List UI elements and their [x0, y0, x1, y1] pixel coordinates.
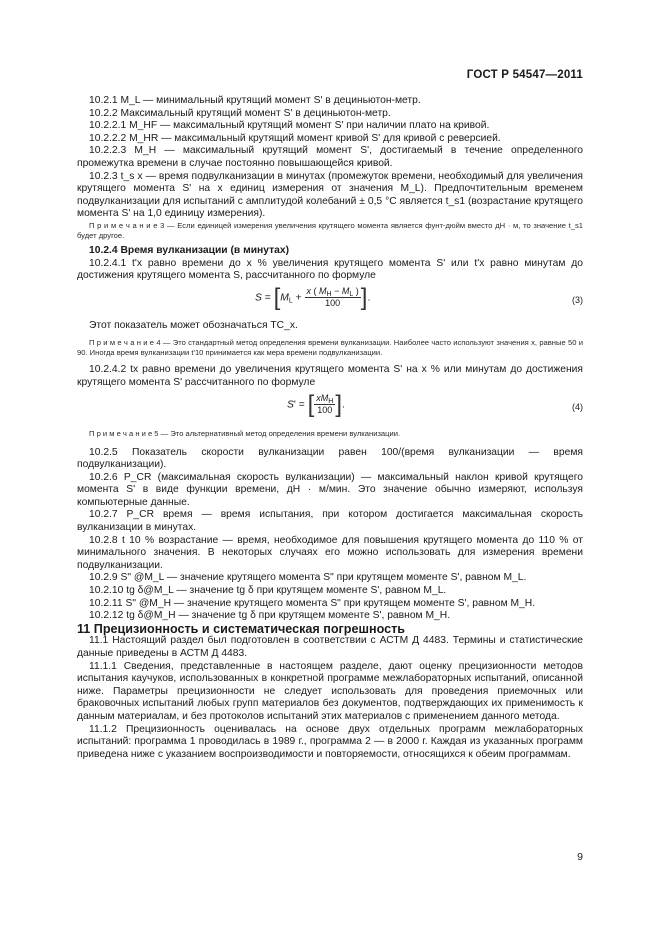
heading-10-2-4: 10.2.4 Время вулканизации (в минутах): [89, 244, 290, 256]
para-10-2-2-3: 10.2.2.3 M_H — максимальный крутящий момент S', достигаемый в течение определенного промежутка времени в случае постоянно повышающейся кривой.: [77, 145, 583, 169]
page-number: 9: [577, 851, 583, 863]
formula-4-body: S' = [ $\frac{xM_H}{100}$ ].: [287, 390, 345, 418]
para-10-2-11: 10.2.11 S" @M_H — значение крутящего момента S" при крутящем моменте S', равном M_H.: [89, 597, 536, 609]
note-4: П р и м е ч а н и е 4 — Это стандартный метод определения времени вулканизации. Наиболее часто используют значения x, равные 50 и 90. Иногда время вулканизации t'10 принимается как мера времени подвулканизации.: [77, 338, 583, 358]
para-10-2-2-2: 10.2.2.2 M_HR — максимальный крутящий момент кривой S' для кривой с реверсией.: [89, 132, 501, 144]
para-10-2-2-1: 10.2.2.1 M_HF — максимальный крутящий момент S' при наличии плато на кривой.: [89, 120, 490, 132]
para-10-2-4-2: 10.2.4.2 tx равно времени до увеличения крутящего момента S' на x % или минутам до достижения крутящего момента S' рассчитанного по формуле: [77, 364, 583, 388]
note-3: П р и м е ч а н и е 3 — Если единицей измерения увеличения крутящего момента является фунт-дюйм вместо дН · м, то значение t_s1 будет другое.: [77, 220, 583, 240]
para-10-2-2: 10.2.2 Максимальный крутящий момент S' в дециньютон-метр.: [89, 107, 391, 119]
formula-4-number: (4): [572, 401, 583, 412]
para-10-2-8: 10.2.8 t 10 % возрастание — время, необходимое для повышения крутящего момента до 110 % от минимального значения. В некоторых случаях его можно использовать для измерения времени подвулканизации.: [77, 534, 583, 571]
para-10-2-6: 10.2.6 P_CR (максимальная скорость вулканизации) — максимальный наклон кривой крутящего момента S' в виде функции времени, дН · м/мин. Это значение обычно измеряют, используя компьютерные данные.: [77, 471, 583, 508]
note-5: П р и м е ч а н и е 5 — Это альтернативный метод определения времени вулканизации.: [89, 428, 401, 438]
para-10-2-7: 10.2.7 P_CR время — время испытания, при котором достигается максимальная скорость вулканизации в минутах.: [77, 509, 583, 534]
para-10-2-5: 10.2.5 Показатель скорости вулканизации равен 100/(время вулканизации — время подвулканизации).: [77, 446, 583, 471]
formula-3-body: $S = [M_L$ + $\frac{x ( M_H - M_L )}{100}$ ].: [255, 283, 371, 311]
formula-3: [77, 283, 583, 316]
section-11-title: 11 Прецизионность и систематическая погрешность: [77, 621, 406, 636]
para-10-2-3: 10.2.3 t_s x — время подвулканизации в минутах (промежуток времени, необходимый для увеличения крутящего момента S' на x единиц измерения от значения M_L). Предпочтительным временем подвулканизации для испытаний с амплитудой колебаний ± 0,5 °C является t_s1 (возрастание крутящего момента S' на 1,0 единицу измерения).: [77, 170, 583, 220]
para-11-1: 11.1 Настоящий раздел был подготовлен в соответствии с АСТМ Д 4483. Термины и статистические данные приведены в АСТМ Д 4483.: [77, 635, 583, 659]
para-11-1-2: 11.1.2 Прецизионность оценивалась на основе двух отдельных программ межлабораторных испытаний: программа 1 проводилась в 1989 г., программа 2 — в 2000 г. Каждая из указанных программ приведена ниже с указанием воспроизводимости и повторяемости, относящихся к обеим программам.: [77, 723, 583, 760]
formula-4: [77, 390, 583, 423]
para-10-2-4-1: 10.2.4.1 t'x равно времени до x % увеличения крутящего момента S' или t'x равно минутам до достижения крутящего момента S, рассчитанного по формуле: [77, 257, 583, 282]
para-11-1-1: 11.1.1 Сведения, представленные в настоящем разделе, дают оценку прецизионности методов испытания каучуков, использованных в конкретной программе межлабораторных испытаний, описанной ниже. Параметры прецизионности не следует использовать для проведения приемочных или браковочных испытаний любых групп материалов без документов, подтверждающих их применимость к данным материалам, и без протоколов испытаний этих материалов с применением данного метода.: [77, 660, 583, 722]
para-10-2-10: 10.2.10 tg δ@M_L — значение tg δ при крутящем моменте S', равном M_L.: [89, 585, 447, 597]
page-content: [77, 95, 583, 761]
para-10-2-12: 10.2.12 tg δ@M_H — значение tg δ при крутящем моменте S', равном M_H.: [89, 610, 451, 622]
para-10-2-9: 10.2.9 S" @M_L — значение крутящего момента S" при крутящем моменте S', равном M_L.: [89, 572, 527, 584]
standard-header: ГОСТ Р 54547—2011: [466, 69, 583, 81]
formula-3-number: (3): [572, 294, 583, 305]
para-tcx: Этот показатель может обозначаться TC_x.: [89, 319, 298, 331]
para-10-2-1: 10.2.1 M_L — минимальный крутящий момент S' в дециньютон-метр.: [89, 95, 421, 106]
